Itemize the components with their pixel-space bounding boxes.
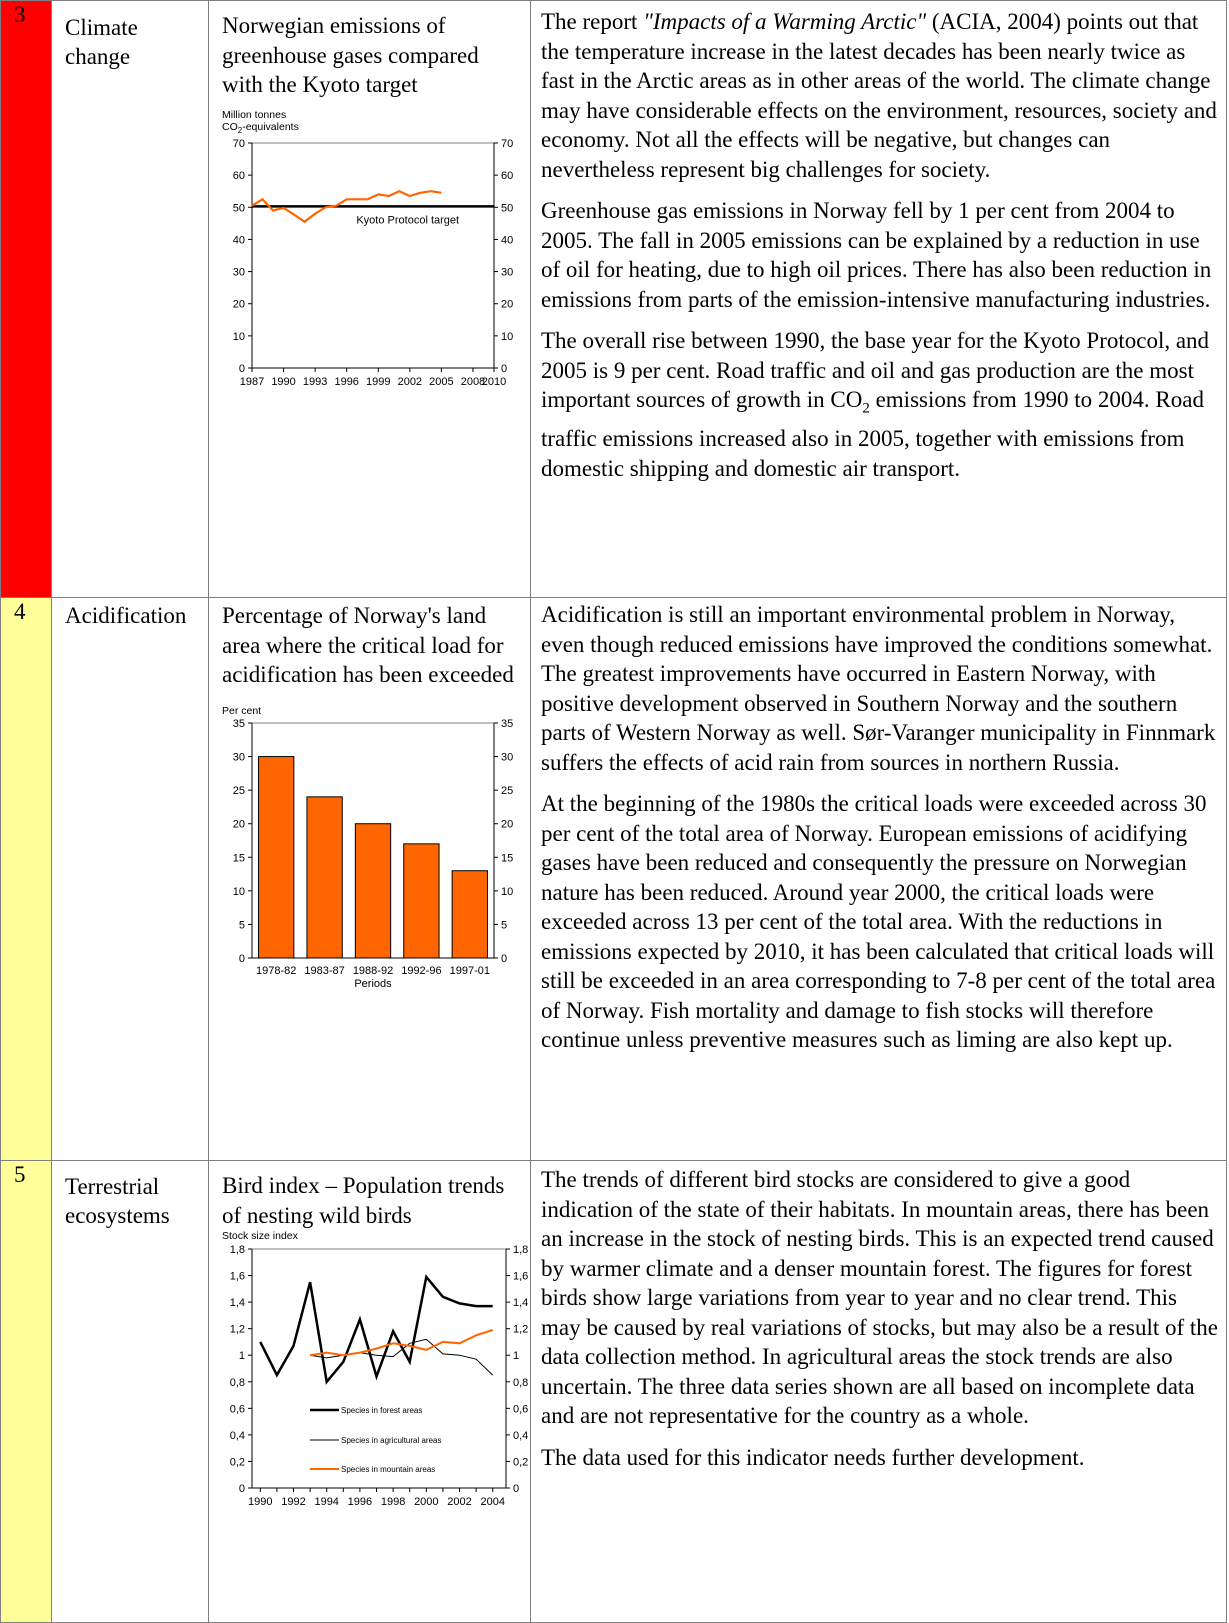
kyoto-target-label: Kyoto Protocol target [356, 213, 460, 226]
x-tick-label: 2005 [429, 375, 454, 388]
x-tick-label: 1998 [380, 1496, 406, 1508]
x-tick-label: 1983-87 [304, 964, 345, 977]
y-tick-label: 0 [513, 1483, 520, 1495]
y-tick-label: 40 [501, 234, 514, 247]
table-row [1, 1161, 1227, 1623]
y-axis-label-line2: $CO_2$-equivalents [222, 120, 299, 135]
y-axis-label: Stock size index [222, 1230, 298, 1242]
description-cell [531, 598, 1227, 1161]
table-row [1, 598, 1227, 1161]
y-tick-label: 15 [501, 851, 514, 864]
category-cell [52, 598, 209, 1161]
paragraph: The overall rise between 1990, the base year for the Kyoto Protocol, and 2005 is 9 per cent. Road traffic and oil and gas production are the most important sources of growth in $CO_2$ emissions from 1990 to 2004. Road traffic emissions increased also in 2005, together with emissions from domestic shipping and domestic air transport. [541, 328, 1210, 481]
x-tick-label: 1987 [239, 375, 265, 388]
y-tick-label: 30 [501, 751, 514, 764]
y-tick-label: 15 [232, 851, 245, 864]
y-tick-label: 70 [232, 137, 245, 150]
x-axis-title: Periods [354, 977, 392, 990]
x-tick-label: 1978-82 [256, 964, 297, 977]
y-tick-label: 60 [501, 169, 514, 182]
y-tick-label: 0,6 [513, 1403, 529, 1416]
y-axis-label: Per cent [222, 704, 262, 717]
y-tick-label: 25 [232, 784, 245, 797]
y-axis-label-line1: Million tonnes [222, 108, 287, 121]
y-tick-label: 30 [232, 751, 245, 764]
paragraph: Acidification is still an important environmental problem in Norway, even though reduced emissions have improved the conditions somewhat. The greatest improvements have occurred in Eastern Norway, with positive development observed in Southern Norway and the southern parts of Western Norway as well. Sør-Varanger municipality in Finnmark suffers the effects of acid rain from sources in northern Russia. [541, 602, 1216, 775]
x-tick-label: 1996 [334, 375, 359, 388]
y-tick-label: 10 [501, 330, 514, 343]
y-tick-label: 5 [238, 918, 245, 931]
y-tick-label: 35 [501, 717, 514, 730]
y-tick-label: 30 [501, 266, 514, 279]
y-tick-label: 1,4 [513, 1297, 529, 1310]
y-tick-label: 70 [501, 137, 514, 150]
figure-title: Bird index – Population trends of nesting wild birds [222, 1173, 505, 1228]
y-tick-label: 0 [238, 362, 245, 375]
y-tick-label: 10 [501, 885, 514, 898]
x-tick-label: 1990 [271, 375, 296, 388]
bar [452, 870, 487, 957]
y-tick-label: 1,2 [513, 1323, 529, 1336]
x-tick-label: 2008 [460, 375, 486, 388]
y-tick-label: 30 [232, 266, 245, 279]
figure-title: Norwegian emissions of greenhouse gases compared with the Kyoto target [222, 13, 479, 97]
description-cell [531, 1161, 1227, 1623]
plot-area [252, 143, 494, 368]
x-tick-label: 1997-01 [449, 964, 490, 977]
x-tick-label: 1992-96 [401, 964, 442, 977]
x-tick-label: 1992 [281, 1496, 306, 1508]
x-tick-label: 2002 [397, 375, 423, 388]
y-tick-label: 0,8 [513, 1376, 529, 1389]
acidification-chart [222, 715, 532, 997]
figure-title: Percentage of Norway's land area where the critical load for acidification has been exceeded [222, 603, 514, 687]
y-tick-label: 0,4 [513, 1429, 529, 1442]
y-tick-label: 20 [232, 818, 245, 831]
row-number-cell [1, 1161, 52, 1623]
y-tick-label: 40 [232, 234, 245, 247]
legend-label: Species in agricultural areas [341, 1436, 442, 1445]
y-tick-label: 0,2 [513, 1456, 529, 1469]
row-number-cell [1, 1, 52, 598]
paragraph: The trends of different bird stocks are considered to give a good indication of the state of their habitats. In mountain areas, there has been an increase in the stock of nesting birds. This is an expected trend caused by warmer climate and a denser mountain forest. The figures for forest birds show large variations from year to year and no clear trend. This may be caused by real variations of stocks, but may also be a result of the data collection method. In agricultural areas the stock trends are also uncertain. The three data series shown are all based on incomplete data and are not representative for the country as a whole. [541, 1167, 1219, 1428]
x-tick-label: 1993 [302, 375, 328, 388]
x-tick-label: 1990 [248, 1496, 273, 1508]
y-tick-label: 50 [501, 201, 514, 214]
y-tick-label: 10 [232, 885, 245, 898]
figure-cell [209, 598, 531, 1161]
emissions-chart [222, 135, 532, 395]
y-tick-label: 1,6 [229, 1270, 245, 1283]
paragraph: At the beginning of the 1980s the critical loads were exceeded across 30 per cent of the total area of Norway. European emissions of acidifying gases have been reduced and consequently the pressure on Norwegian nature has been reduced. Around year 2000, the critical loads were exceeded across 13 per cent of the total area. With the reductions in emissions expected by 2010, it has been calculated that critical loads will still be exceeded in an area corresponding to 7-8 per cent of the total area of Norway. Fish mortality and damage to fish stocks will therefore continue unless preventive measures such as liming are also kept up. [541, 791, 1216, 1052]
paragraph: Greenhouse gas emissions in Norway fell by 1 per cent from 2004 to 2005. The fall in 2005 emissions can be explained by a reduction in use of oil for heating, due to high oil prices. There has also been reduction in emissions from parts of the emission-intensive manufacturing industries. [541, 198, 1212, 312]
figure-cell [209, 1, 531, 598]
category-label: Terrestrial ecosystems [65, 1174, 170, 1228]
y-tick-label: 1,2 [229, 1323, 245, 1336]
row-number: 4 [14, 599, 26, 624]
y-tick-label: 35 [232, 717, 245, 730]
y-tick-label: 60 [232, 169, 245, 182]
y-tick-label: 0,8 [229, 1376, 245, 1389]
row-number: 5 [14, 1162, 26, 1187]
bar [355, 823, 390, 957]
y-tick-label: 50 [232, 201, 245, 214]
table-row [1, 1, 1227, 598]
y-tick-label: 0 [238, 952, 245, 965]
bird-index-chart [222, 1240, 532, 1508]
row-number: 3 [14, 2, 26, 27]
y-tick-label: 1,6 [513, 1270, 529, 1283]
bar [259, 756, 294, 957]
y-tick-label: 1 [238, 1350, 245, 1363]
y-tick-label: 0,4 [229, 1429, 245, 1442]
description-cell [531, 1, 1227, 598]
y-tick-label: 1,8 [229, 1244, 245, 1256]
paragraph: The data used for this indicator needs further development. [541, 1444, 1085, 1470]
y-tick-label: 0 [238, 1483, 245, 1495]
y-tick-label: 0,6 [229, 1403, 245, 1416]
y-tick-label: 1 [513, 1350, 520, 1363]
x-tick-label: 1994 [314, 1496, 339, 1508]
y-tick-label: 1,8 [513, 1244, 529, 1256]
y-axis-label [222, 109, 530, 137]
x-tick-label: 2004 [480, 1496, 505, 1508]
bar [307, 796, 342, 957]
y-tick-label: 20 [501, 818, 514, 831]
y-tick-label: 0 [501, 952, 508, 965]
category-cell [52, 1161, 209, 1623]
y-tick-label: 25 [501, 784, 514, 797]
x-tick-label: 1988-92 [352, 964, 394, 977]
x-tick-label: 2010 [481, 375, 507, 388]
y-tick-label: 0 [501, 362, 508, 375]
category-label: Climate change [65, 15, 138, 69]
y-tick-label: 20 [501, 298, 514, 311]
category-label: Acidification [65, 603, 187, 628]
paragraph: The report "Impacts of a Warming Arctic" (ACIA, 2004) points out that the temperature increase in the latest decades has been nearly twice as fast in the Arctic areas as in other areas of the world. The climate change may have considerable effects on the environment, resources, society and economy. Not all the effects will be negative, but changes can nevertheless represent big challenges for society. [541, 9, 1217, 182]
x-tick-label: 2002 [447, 1496, 472, 1508]
y-tick-label: 5 [501, 918, 508, 931]
y-tick-label: 10 [232, 330, 245, 343]
y-tick-label: 20 [232, 298, 245, 311]
legend-label: Species in mountain areas [341, 1465, 436, 1474]
x-tick-label: 1996 [347, 1496, 373, 1508]
row-number-cell [1, 598, 52, 1161]
bar [404, 843, 439, 957]
figure-cell [209, 1161, 531, 1623]
y-tick-label: 1,4 [229, 1297, 245, 1310]
category-cell [52, 1, 209, 598]
x-tick-label: 1999 [366, 375, 391, 388]
x-tick-label: 2000 [414, 1496, 439, 1508]
y-tick-label: 0,2 [229, 1456, 245, 1469]
legend-label: Species in forest areas [341, 1406, 423, 1415]
